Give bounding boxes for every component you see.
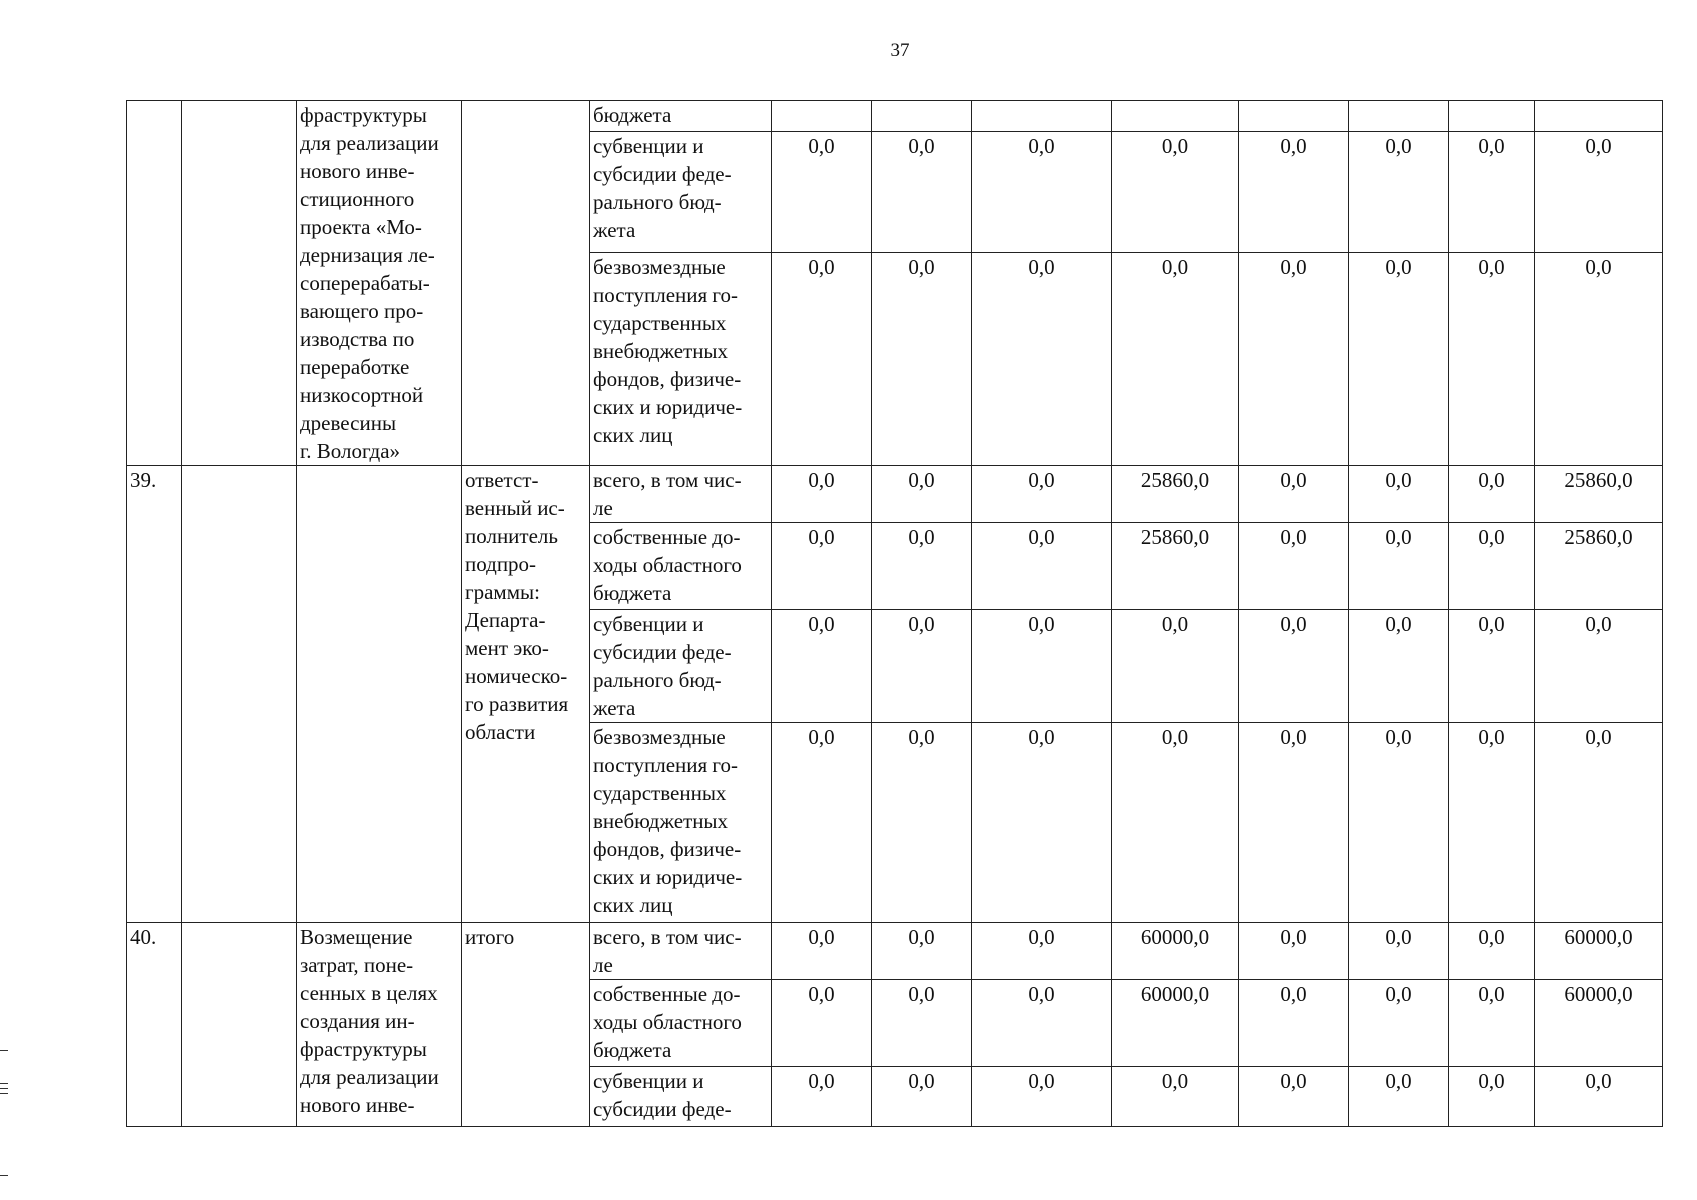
value-cell <box>972 101 1112 132</box>
blank-cell <box>182 466 297 923</box>
value-cell: 0,0 <box>872 252 972 465</box>
value-cell: 60000,0 <box>1535 923 1663 980</box>
source-cell: всего, в том чис- ле <box>590 923 772 980</box>
value-cell: 0,0 <box>1349 610 1449 723</box>
row-number-cell: 40. <box>127 923 182 1127</box>
value-cell: 0,0 <box>1449 523 1535 610</box>
value-cell: 0,0 <box>1449 923 1535 980</box>
measure-name-cell: Возмещение затрат, поне- сенных в целях создания ин- фраструктуры для реализации нового инве- <box>297 923 462 1127</box>
value-cell: 0,0 <box>1449 252 1535 465</box>
executor-cell <box>462 101 590 466</box>
source-cell: субвенции и субсидии феде- рального бюд- жета <box>590 610 772 723</box>
value-cell: 0,0 <box>972 466 1112 523</box>
value-cell: 25860,0 <box>1535 523 1663 610</box>
measure-name-cell <box>297 466 462 923</box>
value-cell: 0,0 <box>872 131 972 252</box>
value-cell: 0,0 <box>972 610 1112 723</box>
value-cell: 0,0 <box>972 723 1112 923</box>
margin-mark <box>0 1175 8 1176</box>
value-cell: 0,0 <box>1239 980 1349 1067</box>
value-cell: 0,0 <box>972 252 1112 465</box>
value-cell: 0,0 <box>772 723 872 923</box>
value-cell: 0,0 <box>1112 1067 1239 1127</box>
value-cell: 0,0 <box>772 923 872 980</box>
value-cell: 25860,0 <box>1112 523 1239 610</box>
value-cell <box>872 101 972 132</box>
value-cell: 0,0 <box>1349 131 1449 252</box>
value-cell <box>1112 101 1239 132</box>
value-cell: 0,0 <box>772 466 872 523</box>
value-cell: 0,0 <box>772 131 872 252</box>
value-cell <box>772 101 872 132</box>
value-cell: 0,0 <box>1112 252 1239 465</box>
value-cell: 0,0 <box>1239 252 1349 465</box>
value-cell: 0,0 <box>1535 1067 1663 1127</box>
value-cell: 0,0 <box>1535 252 1663 465</box>
budget-table <box>126 100 1663 1127</box>
measure-name-cell: фраструктуры для реализации нового инве- стиционного проекта «Мо- дернизация ле- соперерабаты- вающего про- изводства по переработке низкосортной древесины г. Вологда» <box>297 101 462 466</box>
value-cell: 0,0 <box>1535 131 1663 252</box>
value-cell: 0,0 <box>1449 610 1535 723</box>
value-cell: 0,0 <box>872 610 972 723</box>
value-cell: 0,0 <box>1239 923 1349 980</box>
value-cell: 0,0 <box>872 923 972 980</box>
value-cell: 0,0 <box>972 131 1112 252</box>
margin-mark <box>0 1083 8 1084</box>
value-cell: 0,0 <box>1112 723 1239 923</box>
margin-mark <box>0 1093 8 1094</box>
value-cell: 0,0 <box>972 1067 1112 1127</box>
value-cell <box>1449 101 1535 132</box>
value-cell: 60000,0 <box>1112 980 1239 1067</box>
value-cell: 0,0 <box>1239 1067 1349 1127</box>
value-cell: 0,0 <box>872 980 972 1067</box>
table-row <box>127 101 1663 132</box>
value-cell: 0,0 <box>1535 723 1663 923</box>
margin-mark <box>0 1088 8 1089</box>
value-cell: 0,0 <box>1449 1067 1535 1127</box>
row-number-cell: 39. <box>127 466 182 923</box>
value-cell: 0,0 <box>1239 610 1349 723</box>
value-cell: 0,0 <box>1239 523 1349 610</box>
executor-cell: ответст- венный ис- полнитель подпро- граммы: Департа- мент эко- номическо- го развития области <box>462 466 590 923</box>
value-cell: 0,0 <box>872 723 972 923</box>
value-cell: 0,0 <box>1239 723 1349 923</box>
value-cell: 0,0 <box>772 610 872 723</box>
value-cell: 0,0 <box>872 523 972 610</box>
value-cell: 0,0 <box>1349 923 1449 980</box>
page-number: 37 <box>890 40 910 61</box>
value-cell: 0,0 <box>1349 466 1449 523</box>
value-cell <box>1349 101 1449 132</box>
blank-cell <box>182 923 297 1127</box>
value-cell: 60000,0 <box>1112 923 1239 980</box>
value-cell: 0,0 <box>1349 523 1449 610</box>
source-cell: безвозмездные поступления го- сударственных внебюджетных фондов, физиче- ских и юридиче- ских лиц <box>590 723 772 923</box>
table-row <box>127 923 1663 980</box>
value-cell: 0,0 <box>772 252 872 465</box>
source-cell: собственные до- ходы областного бюджета <box>590 523 772 610</box>
source-cell: всего, в том чис- ле <box>590 466 772 523</box>
row-number-cell <box>127 101 182 466</box>
blank-cell <box>182 101 297 466</box>
value-cell: 0,0 <box>1535 610 1663 723</box>
value-cell: 0,0 <box>1349 1067 1449 1127</box>
value-cell: 0,0 <box>772 980 872 1067</box>
value-cell <box>1535 101 1663 132</box>
value-cell: 60000,0 <box>1535 980 1663 1067</box>
source-cell: бюджета <box>590 101 772 132</box>
value-cell: 0,0 <box>1449 980 1535 1067</box>
executor-cell: итого <box>462 923 590 1127</box>
value-cell: 0,0 <box>872 1067 972 1127</box>
margin-mark <box>0 1050 8 1051</box>
source-cell: безвозмездные поступления го- сударственных внебюджетных фондов, физиче- ских и юридиче- ских лиц <box>590 252 772 465</box>
value-cell: 0,0 <box>772 523 872 610</box>
value-cell: 0,0 <box>1449 466 1535 523</box>
value-cell: 0,0 <box>1449 723 1535 923</box>
value-cell: 0,0 <box>1349 980 1449 1067</box>
value-cell <box>1239 101 1349 132</box>
value-cell: 0,0 <box>1449 131 1535 252</box>
value-cell: 0,0 <box>872 466 972 523</box>
value-cell: 0,0 <box>972 980 1112 1067</box>
value-cell: 0,0 <box>1239 131 1349 252</box>
value-cell: 0,0 <box>1349 723 1449 923</box>
value-cell: 0,0 <box>1349 252 1449 465</box>
value-cell: 0,0 <box>972 523 1112 610</box>
value-cell: 25860,0 <box>1112 466 1239 523</box>
value-cell: 0,0 <box>1239 466 1349 523</box>
value-cell: 25860,0 <box>1535 466 1663 523</box>
value-cell: 0,0 <box>1112 610 1239 723</box>
source-cell: субвенции и субсидии феде- <box>590 1067 772 1127</box>
source-cell: субвенции и субсидии феде- рального бюд- жета <box>590 131 772 252</box>
value-cell: 0,0 <box>772 1067 872 1127</box>
value-cell: 0,0 <box>972 923 1112 980</box>
value-cell: 0,0 <box>1112 131 1239 252</box>
source-cell: собственные до- ходы областного бюджета <box>590 980 772 1067</box>
table-row <box>127 466 1663 523</box>
